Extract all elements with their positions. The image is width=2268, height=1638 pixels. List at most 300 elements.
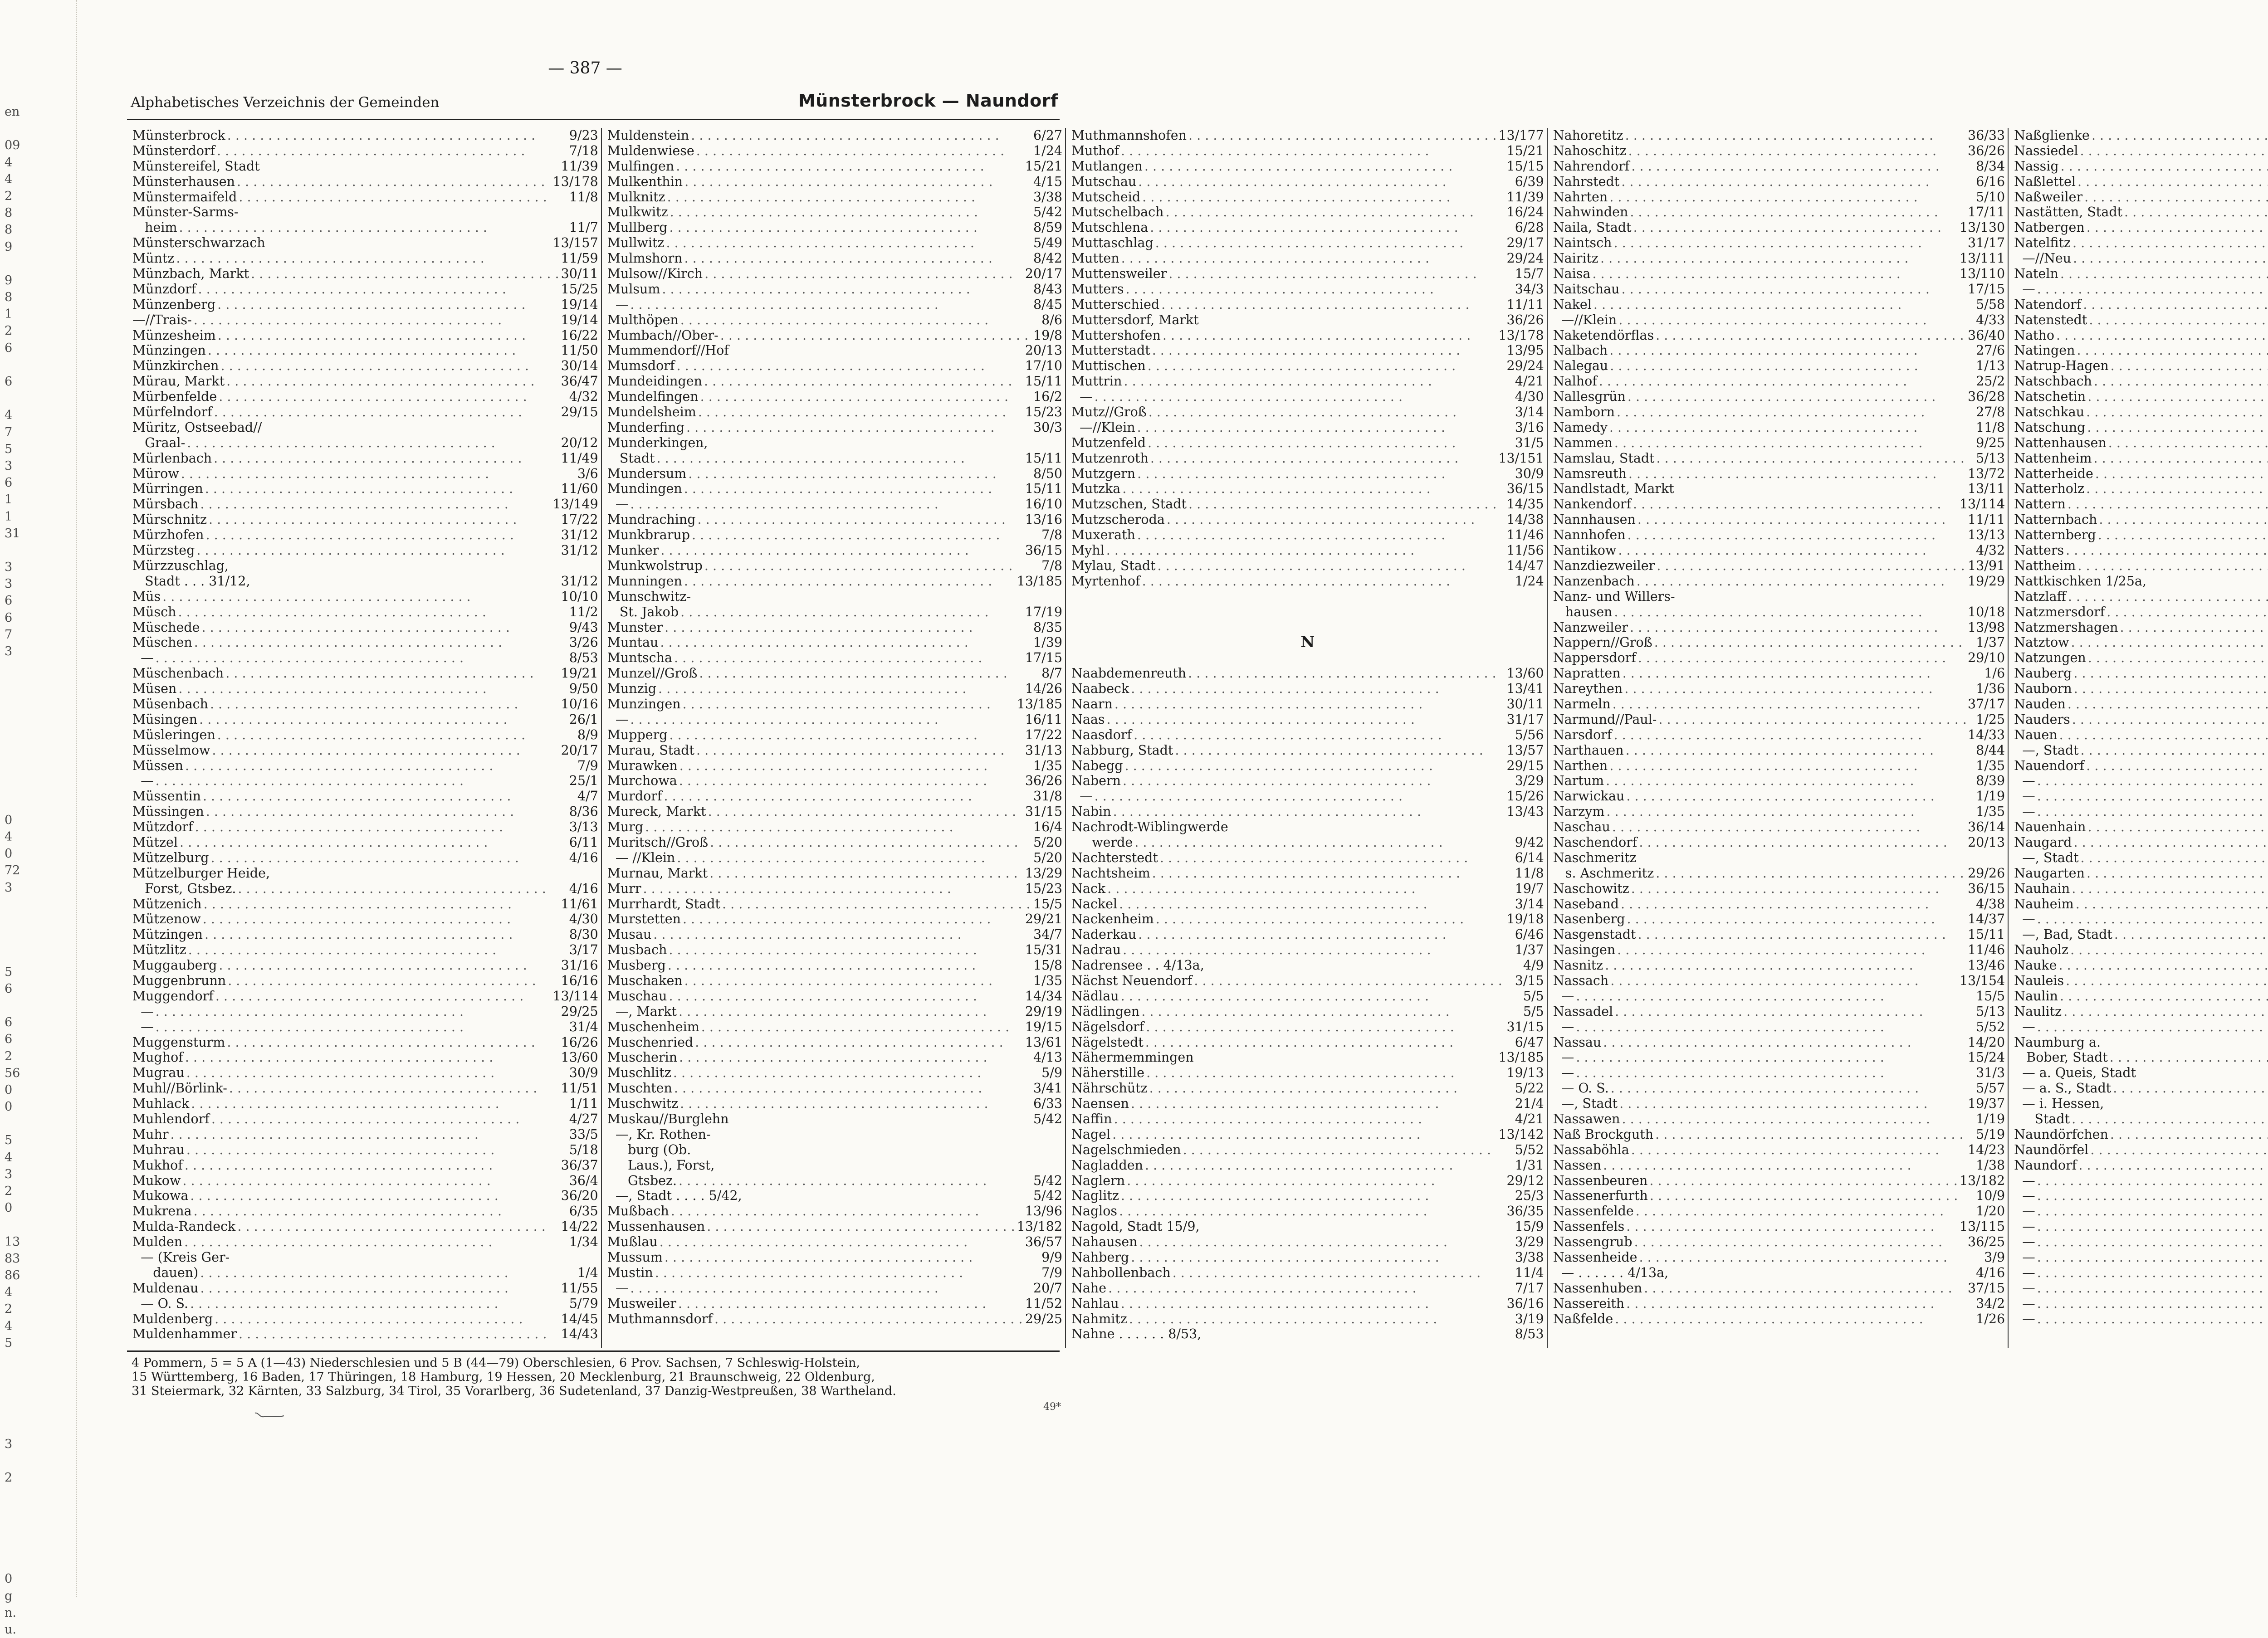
leader-dots xyxy=(1613,727,1966,743)
leader-dots xyxy=(194,1204,567,1219)
map-reference: 19/14 xyxy=(561,312,598,327)
gazetteer-entry xyxy=(132,973,598,989)
map-reference: 29/25 xyxy=(1025,1311,1062,1326)
margin-fragment: 4 xyxy=(5,1150,13,1165)
gazetteer-entry xyxy=(607,497,1062,512)
gazetteer-entry xyxy=(1553,1265,2005,1281)
leader-dots xyxy=(670,205,1031,220)
place-name: Naßweiler xyxy=(2014,189,2083,205)
leader-dots xyxy=(684,251,1031,266)
gazetteer-entry xyxy=(607,1250,1062,1265)
leader-dots xyxy=(188,942,567,958)
gazetteer-entry xyxy=(1071,328,1544,343)
leader-dots xyxy=(214,405,559,420)
gazetteer-entry xyxy=(1553,358,2005,374)
gazetteer-entry xyxy=(132,1265,598,1281)
place-name: Nanz- und Willers- xyxy=(1553,589,1675,604)
gazetteer-entry xyxy=(1071,712,1544,727)
place-name: Nandlstadt, Markt xyxy=(1553,481,1674,497)
map-reference: 8/45 xyxy=(1033,297,1062,312)
gazetteer-entry xyxy=(2014,205,2268,220)
map-reference: 6/35 xyxy=(569,1204,598,1219)
margin-fragment xyxy=(5,1368,32,1385)
place-name: Naumburg a. xyxy=(2014,1034,2101,1050)
gazetteer-entry xyxy=(2014,589,2268,604)
leader-dots xyxy=(691,128,1031,143)
place-name: burg (Ob. xyxy=(607,1142,691,1157)
leader-dots xyxy=(1630,205,1966,220)
place-name: Nabern xyxy=(1071,773,1121,789)
leader-dots xyxy=(211,1112,567,1127)
map-reference: 5/13 xyxy=(1976,1004,2005,1019)
gazetteer-entry xyxy=(1071,266,1544,282)
map-reference: 5/58 xyxy=(1976,297,2005,312)
place-name: Muthmannshofen xyxy=(1071,128,1187,143)
gazetteer-entry xyxy=(1553,773,2005,789)
leader-dots xyxy=(679,758,1031,774)
place-name: Mukowa xyxy=(132,1188,189,1204)
place-name: Munschwitz- xyxy=(607,589,691,604)
gazetteer-entry xyxy=(1553,451,2005,466)
place-name: Murrhardt, Stadt xyxy=(607,896,720,912)
place-name: Mulden xyxy=(132,1234,183,1250)
leader-dots xyxy=(2070,942,2268,958)
map-reference: 6/47 xyxy=(1515,1034,1544,1050)
gazetteer-entry xyxy=(2014,681,2268,697)
margin-fragment: 0 xyxy=(5,1082,13,1097)
map-reference: 11/8 xyxy=(1976,419,2005,435)
leader-dots xyxy=(2037,789,2268,804)
map-reference: 1/11 xyxy=(569,1096,598,1112)
map-reference: 29/15 xyxy=(561,405,598,420)
gazetteer-entry xyxy=(2014,973,2268,989)
gazetteer-entry xyxy=(2014,773,2268,789)
place-name: Mützelburg xyxy=(132,850,209,865)
place-name: Murnau, Markt xyxy=(607,865,708,881)
leader-dots xyxy=(1614,604,1966,620)
leader-dots xyxy=(1161,297,1505,312)
leader-dots xyxy=(709,866,1023,881)
leader-dots xyxy=(1152,343,1505,358)
map-reference: 20/7 xyxy=(1033,1280,1062,1296)
map-reference: 5/5 xyxy=(1523,1004,1544,1019)
margin-fragment: en xyxy=(5,105,20,119)
leader-dots xyxy=(2087,866,2268,881)
gazetteer-entry xyxy=(2014,1065,2268,1081)
leader-dots xyxy=(1148,435,1513,451)
map-reference: 3/16 xyxy=(1515,419,1544,435)
leader-dots xyxy=(1610,358,1974,374)
place-name: Muggauberg xyxy=(132,958,217,973)
place-name: Nassaböhla xyxy=(1553,1142,1629,1157)
place-name: Mutzka xyxy=(1071,481,1121,497)
place-name: Naschau xyxy=(1553,819,1610,835)
gazetteer-entry xyxy=(132,205,598,220)
gazetteer-entry xyxy=(607,727,1062,743)
gazetteer-entry xyxy=(607,389,1062,405)
gazetteer-entry xyxy=(2014,835,2268,850)
place-name: Forst, Gtsbez. xyxy=(132,881,236,896)
map-reference: 8/53 xyxy=(569,650,598,666)
leader-dots xyxy=(1175,743,1505,758)
map-reference: 14/34 xyxy=(1025,988,1062,1004)
place-name: Nagladden xyxy=(1071,1157,1143,1173)
map-reference: 29/26 xyxy=(1967,865,2005,881)
leader-dots xyxy=(2066,973,2268,989)
gazetteer-entry xyxy=(2014,942,2268,958)
map-reference: 4/15 xyxy=(1033,174,1062,189)
place-name: Naabdemenreuth xyxy=(1071,666,1187,681)
place-name: Murawken xyxy=(607,758,678,773)
place-name: Musbach xyxy=(607,942,667,958)
map-reference: 30/9 xyxy=(569,1065,598,1081)
gazetteer-entry xyxy=(132,958,598,973)
place-name: Natschetin xyxy=(2014,389,2086,405)
place-name: Mürlenbach xyxy=(132,450,212,466)
map-reference: 1/26 xyxy=(1976,1311,2005,1326)
place-name: Nammen xyxy=(1553,435,1613,450)
place-name: Muhrau xyxy=(132,1142,185,1157)
map-reference: 13/16 xyxy=(1025,512,1062,527)
leader-dots xyxy=(669,220,1031,235)
map-reference: 11/39 xyxy=(561,158,598,174)
gazetteer-entry xyxy=(132,758,598,774)
place-name: Mürzzuschlag, xyxy=(132,558,229,573)
map-reference: 9/50 xyxy=(569,681,598,697)
leader-dots xyxy=(219,389,567,405)
leader-dots xyxy=(2060,989,2268,1004)
gazetteer-entry xyxy=(1071,912,1544,927)
place-name: Mutzenroth xyxy=(1071,450,1149,466)
footer-rule xyxy=(127,1350,1060,1352)
gazetteer-entry xyxy=(607,312,1062,328)
leader-dots xyxy=(185,758,567,774)
gazetteer-entry xyxy=(132,574,598,589)
gazetteer-entry xyxy=(132,881,598,897)
leader-dots xyxy=(1142,190,1505,205)
gazetteer-entry xyxy=(1071,620,1544,635)
place-name: Natbergen xyxy=(2014,220,2085,235)
leader-dots xyxy=(1114,697,1505,712)
gazetteer-entry xyxy=(132,989,598,1004)
map-reference: 6/39 xyxy=(1515,174,1544,189)
gazetteer-entry xyxy=(1553,1311,2005,1327)
place-name: Münster-Sarms- xyxy=(132,205,239,220)
margin-fragment: 6 xyxy=(5,341,13,355)
gazetteer-entry xyxy=(607,681,1062,697)
gazetteer-entry xyxy=(607,451,1062,466)
leader-dots xyxy=(2087,819,2268,835)
place-name: — a. Queis, Stadt xyxy=(2014,1065,2136,1081)
map-reference: 13/114 xyxy=(552,988,598,1004)
place-name: Murchowa xyxy=(607,773,677,789)
map-reference: 20/17 xyxy=(1025,266,1062,282)
map-reference: 11/46 xyxy=(1967,942,2005,958)
place-name: Mutters xyxy=(1071,281,1124,297)
gazetteer-entry xyxy=(607,958,1062,973)
map-reference: 8/7 xyxy=(1041,666,1062,681)
gazetteer-entry xyxy=(1071,773,1544,789)
margin-fragment: 3 xyxy=(5,1437,13,1451)
map-reference: 31/12 xyxy=(561,573,598,589)
map-reference: 21/4 xyxy=(1515,1096,1544,1112)
leader-dots xyxy=(203,912,567,927)
place-name: — xyxy=(607,297,629,312)
place-name: Muritsch//Groß xyxy=(607,834,709,850)
map-reference: 14/20 xyxy=(1967,1034,2005,1050)
leader-dots xyxy=(2083,297,2268,312)
leader-dots xyxy=(1625,128,1966,143)
leader-dots xyxy=(667,190,1031,205)
gazetteer-entry xyxy=(2014,927,2268,942)
place-name: werde xyxy=(1071,834,1133,850)
gazetteer-entry xyxy=(2014,650,2268,666)
map-reference: 3/14 xyxy=(1515,405,1544,420)
leader-dots xyxy=(2111,358,2268,374)
margin-fragment: 83 xyxy=(5,1251,20,1266)
place-name: Nahwinden xyxy=(1553,205,1628,220)
gazetteer-entry xyxy=(2014,282,2268,297)
gazetteer-entry xyxy=(2014,527,2268,543)
margin-fragment xyxy=(5,1453,32,1469)
leader-dots xyxy=(701,1019,1023,1035)
leader-dots xyxy=(1618,543,1974,558)
leader-dots xyxy=(710,835,1031,850)
place-name: Narmund//Paul- xyxy=(1553,712,1657,727)
gazetteer-entry xyxy=(1553,1158,2005,1173)
leader-dots xyxy=(1599,374,1974,389)
map-reference: 15/15 xyxy=(1506,158,1544,174)
leader-dots xyxy=(673,1065,1031,1081)
map-reference: 14/22 xyxy=(561,1219,598,1234)
place-name: Natrup-Hagen xyxy=(2014,358,2109,374)
gazetteer-entry xyxy=(1553,881,2005,897)
map-reference: 29/15 xyxy=(1506,758,1544,773)
leader-dots xyxy=(206,804,567,819)
gazetteer-entry xyxy=(607,1188,1062,1204)
map-reference: 1/35 xyxy=(1033,758,1062,773)
leader-dots xyxy=(191,1096,567,1112)
place-name: Natternberg xyxy=(2014,527,2096,543)
column-2 xyxy=(601,128,1065,1348)
leader-dots xyxy=(1095,789,1505,804)
gazetteer-entry xyxy=(607,574,1062,589)
leader-dots xyxy=(1656,328,1966,343)
gazetteer-entry xyxy=(1553,543,2005,558)
leader-dots xyxy=(1124,374,1513,389)
gazetteer-entry xyxy=(132,466,598,482)
gazetteer-entry xyxy=(2014,635,2268,650)
margin-fragment: 8 xyxy=(5,223,13,237)
place-name: Mützingen xyxy=(132,927,203,942)
gazetteer-entry xyxy=(1071,1281,1544,1296)
map-reference: 13/157 xyxy=(552,235,598,251)
leader-dots xyxy=(228,973,559,989)
place-name: Mutzgern xyxy=(1071,466,1136,481)
map-reference: 15/5 xyxy=(1976,988,2005,1004)
margin-fragment xyxy=(5,1486,32,1503)
leader-dots xyxy=(674,650,1023,666)
place-name: — O. S. xyxy=(132,1296,189,1311)
leader-dots xyxy=(162,589,559,604)
leader-dots xyxy=(1657,451,1975,466)
place-name: Mullwitz xyxy=(607,235,665,251)
gazetteer-entry xyxy=(132,527,598,543)
place-name: — xyxy=(1553,988,1574,1004)
place-name: Muschenheim xyxy=(607,1019,699,1034)
gazetteer-entry xyxy=(2014,297,2268,312)
leader-dots xyxy=(1163,328,1497,343)
leader-dots xyxy=(1576,1050,1966,1065)
map-reference: 36/25 xyxy=(1967,1234,2005,1250)
leader-dots xyxy=(720,328,1031,343)
leader-dots xyxy=(2081,850,2268,866)
map-reference: 13/185 xyxy=(1017,573,1062,589)
place-name: — xyxy=(607,712,629,727)
leader-dots xyxy=(1173,1265,1513,1281)
place-name: Nallesgrün xyxy=(1553,389,1626,405)
gazetteer-entry xyxy=(1071,543,1544,558)
leader-dots xyxy=(1614,435,1974,451)
gazetteer-entry xyxy=(2014,1281,2268,1296)
leader-dots xyxy=(1626,743,1975,758)
gazetteer-entry xyxy=(1071,1173,1544,1189)
place-name: Naasdorf xyxy=(1071,727,1132,742)
margin-fragment: 1 xyxy=(5,307,13,322)
gazetteer-entry xyxy=(1071,1050,1544,1065)
gazetteer-entry xyxy=(132,697,598,712)
place-name: —, Stadt . . . . 5/42, xyxy=(607,1188,742,1204)
map-reference: 30/14 xyxy=(561,358,598,374)
map-reference: 29/25 xyxy=(561,1004,598,1019)
gazetteer-entry xyxy=(1553,712,2005,727)
leader-dots xyxy=(1127,1173,1505,1189)
gazetteer-entry xyxy=(1071,420,1544,435)
map-reference: 17/10 xyxy=(1025,358,1062,374)
gazetteer-entry xyxy=(1553,973,2005,989)
gazetteer-entry xyxy=(2014,1265,2268,1281)
gazetteer-entry xyxy=(607,558,1062,574)
place-name: Naitschau xyxy=(1553,281,1620,297)
leader-dots xyxy=(2087,420,2268,435)
place-name: —//Klein xyxy=(1071,419,1135,435)
place-name: Munderfing xyxy=(607,419,684,435)
place-name: Muggendorf xyxy=(132,988,214,1004)
map-reference: 1/37 xyxy=(1515,942,1544,958)
gazetteer-entry xyxy=(607,666,1062,681)
leader-dots xyxy=(1137,420,1513,435)
leader-dots xyxy=(1638,650,1966,666)
gazetteer-entry xyxy=(1071,973,1544,989)
place-name: Mürow xyxy=(132,466,179,481)
gazetteer-entry xyxy=(1553,389,2005,405)
gazetteer-entry xyxy=(607,527,1062,543)
margin-fragment: 2 xyxy=(5,189,13,203)
place-name: Nassenfelde xyxy=(1553,1204,1634,1219)
gazetteer-entry xyxy=(1553,574,2005,589)
place-name: Mumbach//Ober- xyxy=(607,327,719,343)
gazetteer-entry xyxy=(2014,220,2268,235)
gazetteer-entry xyxy=(2014,1050,2268,1065)
map-reference: 13/60 xyxy=(561,1050,598,1065)
gazetteer-entry xyxy=(607,343,1062,358)
gazetteer-entry xyxy=(132,1311,598,1327)
gazetteer-entry xyxy=(132,650,598,666)
gazetteer-entry xyxy=(132,1219,598,1234)
map-reference: 27/8 xyxy=(1976,405,2005,420)
leader-dots xyxy=(1152,866,1513,881)
leader-dots xyxy=(1138,927,1513,942)
leader-dots xyxy=(2072,1112,2268,1127)
map-reference: 4/27 xyxy=(569,1112,598,1126)
leader-dots xyxy=(1592,266,1958,282)
place-name: Nantikow xyxy=(1553,543,1617,558)
map-reference: 31/3 xyxy=(1976,1065,2005,1081)
running-header-right: Münsterbrock — Naundorf xyxy=(798,91,1058,111)
map-reference: 13/96 xyxy=(1025,1204,1062,1219)
leader-dots xyxy=(683,697,1015,712)
leader-dots xyxy=(2084,190,2268,205)
place-name: Natzmershagen xyxy=(2014,619,2118,635)
gazetteer-entry xyxy=(1071,466,1544,482)
place-name: Munzel//Groß xyxy=(607,666,698,681)
gazetteer-entry xyxy=(1553,143,2005,159)
map-reference: 3/29 xyxy=(1515,773,1544,789)
place-name: Munzingen xyxy=(607,696,681,712)
map-reference: 14/35 xyxy=(1506,497,1544,512)
map-reference: 36/35 xyxy=(1506,1204,1544,1219)
margin-fragment: 5 xyxy=(5,1133,13,1148)
place-name: Mürbenfelde xyxy=(132,389,217,405)
gazetteer-entry xyxy=(2014,712,2268,727)
margin-fragment xyxy=(5,1402,32,1419)
place-name: Natendorf xyxy=(2014,297,2082,312)
margin-fragment: 4 xyxy=(5,1319,13,1333)
map-reference: 36/26 xyxy=(1967,143,2005,158)
leader-dots xyxy=(696,743,1023,758)
place-name: Mulsum xyxy=(607,281,660,297)
leader-dots xyxy=(2037,1281,2268,1296)
place-name: Muschaken xyxy=(607,973,683,988)
place-name: Naschowitz xyxy=(1553,881,1629,896)
margin-fragment xyxy=(5,727,32,744)
leader-dots xyxy=(660,635,1031,650)
leader-dots xyxy=(2073,251,2268,266)
gazetteer-entry xyxy=(1071,1204,1544,1219)
place-name: Naabeck xyxy=(1071,681,1129,697)
map-reference: 13/13 xyxy=(1967,527,2005,543)
map-reference: 8/30 xyxy=(569,927,598,942)
leader-dots xyxy=(1626,1219,1958,1234)
gazetteer-entry xyxy=(2014,897,2268,912)
margin-fragment: 31 xyxy=(5,526,20,541)
leader-dots xyxy=(237,174,551,190)
leader-dots xyxy=(2087,389,2268,405)
map-reference: 31/16 xyxy=(561,958,598,973)
gazetteer-entry xyxy=(1071,1188,1544,1204)
gazetteer-entry xyxy=(607,912,1062,927)
gazetteer-entry xyxy=(1071,451,1544,466)
leader-dots xyxy=(704,266,1023,282)
place-name: Nahmitz xyxy=(1071,1311,1127,1326)
gazetteer-entry xyxy=(2014,312,2268,328)
map-reference: 6/46 xyxy=(1515,927,1544,942)
place-name: Münzkirchen xyxy=(132,358,219,374)
leader-dots xyxy=(2076,897,2268,912)
margin-fragment xyxy=(5,255,32,272)
gazetteer-entry xyxy=(2014,666,2268,681)
leader-dots xyxy=(1631,1142,1966,1158)
